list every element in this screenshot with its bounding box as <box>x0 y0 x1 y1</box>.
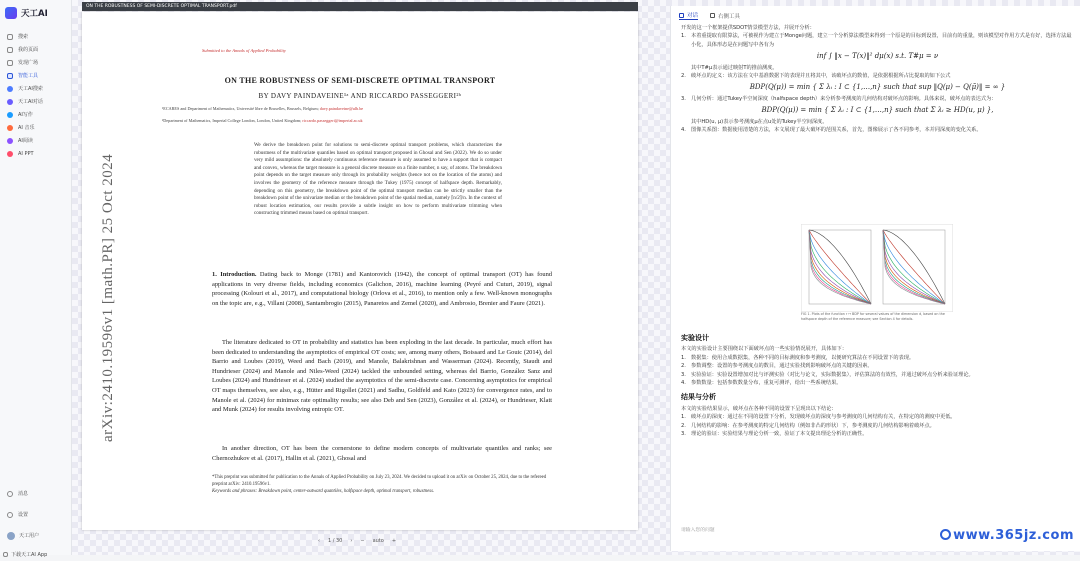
paper-intro-p2: The literature dedicated to OT in probability and statistics has been exploding in the last decade. In particular, much effort has been dedicated to understanding the asymptotics of empirical OT costs; see, among many others, Boissard and Le Gouic (2014), del Barrio and Loubes (2019), Weed and Bach (2019), and Manole, Balakrishnan and Wasserman (2024). Recently, Staudt and Hundrieser (2024) and Manole and Niles-Weed (2024) tackled the unbounded setting, whereas del Barrio, González Sanz and Loubes (2024) and Hundrieser et al. (2024) studied the asymptotics of the semi-discrete case. Concerning asymptotics for empirical OT maps themselves, see also, e.g., Hütter and Rigollet (2021) and Sadhu, Goldfeld and Kato (2023) for convergence rates, and to Manole et al. (2024) for minimax rate optimality results; see also Deb and Sen (2023), González et al. (2024), or Hundrieser, Klatt and Munk (2024) for results involving entropic OT. <box>212 339 552 414</box>
prev-page-icon[interactable]: ‹ <box>317 538 320 544</box>
tab-tools[interactable] <box>710 11 740 20</box>
tab-label: 右侧工具 <box>718 13 741 20</box>
sidebar-item-ai-read[interactable] <box>0 134 71 147</box>
list-item: 1. 数据集：使用合成数据集，各种不同的目标测度和参考测度，以便研究算法在不同设置下的表现。 <box>681 354 915 361</box>
sidebar-item-label: 设置 <box>18 512 29 518</box>
affiliation-email[interactable]: riccardo.passeggeri@imperial.ac.uk <box>302 118 363 123</box>
paper-title: ON THE ROBUSTNESS OF SEMI-DISCRETE OPTIMAL TRANSPORT <box>224 76 496 85</box>
formula-3: BDP(Q(μ)) = min { Σ λᵢ : I ⊂ {1,…,n} such that Σ λᵢ ≥ HD(u, μ) }, <box>761 106 994 115</box>
paper-footnotes <box>212 474 552 495</box>
sidebar-item-ai-chat[interactable] <box>0 95 71 108</box>
sidebar-item-tools[interactable] <box>0 69 71 82</box>
sidebar-item-settings[interactable] <box>0 508 72 521</box>
figure-chart[interactable] <box>801 224 953 322</box>
answer-note: 其中T#μ表示通过映射T的推前测度。 <box>691 64 778 71</box>
list-item: 2. 破坏点的定义：该方法在文中基准数据下的表现并且将其中，该破坏点的数值，是依据根据所占比提取的如下公式 <box>681 73 951 80</box>
answer-sections <box>681 328 1074 438</box>
paper-journal: Submitted to the Annals of Applied Probability <box>202 48 286 53</box>
affiliation-text: ²Department of Mathematics, Imperial College London, London, United Kingdom; <box>162 118 302 123</box>
sidebar-item-label: AI 音乐 <box>18 125 35 131</box>
sidebar-item-ai-ppt[interactable] <box>0 147 71 160</box>
sidebar-item-ai-write[interactable] <box>0 108 71 121</box>
ai-music-icon <box>7 125 13 131</box>
zoom-out-icon[interactable]: − <box>360 538 365 544</box>
list-item: 2. 几何结构的影响：在参考测度的特定几何结构（例如非凸的形状）下，参考测度的几何结构影响着破坏点。 <box>681 422 935 429</box>
list-item-text: 破坏点的深度：通过在不同的设置下分析，发现破坏点的深度与参考测度的几何结构有关，在特定的的测度中更低。 <box>691 414 956 421</box>
list-item: 4. 参数数量：包括参数数量分布，重复可测评，给出一些系统结果。 <box>681 380 842 387</box>
ai-write-icon <box>7 112 13 118</box>
sidebar-item-label: 下载天工AI App <box>11 552 48 558</box>
list-item-text: 参数数量：包括参数数量分布，重复可测评，给出一些系统结果。 <box>691 380 842 387</box>
answer-intro: 开发的这一个框架提供SDOT情景模型方法，并展开分析： <box>681 25 815 31</box>
answer-note: 其中HD(u, μ)表示参考测度μ在点u处的Tukey半空间深度。 <box>691 118 828 125</box>
sidebar-item-label: AI写作 <box>18 112 33 118</box>
bell-icon <box>7 491 13 497</box>
ai-search-icon <box>7 86 13 92</box>
sidebar-item-ai-search[interactable] <box>0 82 71 95</box>
arxiv-stamp: arXiv:2410.19596v1 [math.PR] 25 Oct 2024 <box>100 153 116 442</box>
ai-read-icon <box>7 138 13 144</box>
paper-authors: BY DAVY PAINDAVEINE¹ᵃ AND RICCARDO PASSEGGERI²ᵇ <box>258 92 462 100</box>
list-item-text: 几何结构的影响：在参考测度的特定几何结构（例如非凸的形状）下，参考测度的几何结构影响着破坏点。 <box>691 422 935 429</box>
zoom-level[interactable]: auto <box>372 538 384 544</box>
pdf-title-bar <box>82 2 638 11</box>
ai-chat-icon <box>7 99 13 105</box>
chat-icon <box>679 13 684 18</box>
discover-icon <box>7 60 13 66</box>
avatar <box>7 532 15 540</box>
sidebar-item-messages[interactable] <box>0 487 72 500</box>
gear-icon <box>7 512 13 518</box>
formula-2: BDP(Q(μ)) = min { Σ λᵢ : I ⊂ {1,…,n} such that sup ‖Q(μ) − Q(μ̃)‖ = ∞ } <box>749 83 1006 92</box>
intro-text: Dating back to Monge (1781) and Kantorovich (1942), the concept of optimal transport (OT) has found applications in very diverse fields, including economics (Galichon, 2016), machine learning (Peyré and Cuturi, 2019), signal processing (Kolouri et al., 2017), and computational biology (Orlova et al., 2016), to mention only a few. Well-known monographs on the topic are, e.g., Villani (2008), Santambrogio (2015), Panaretos and Zemel (2020), and Ambrosio, Brenier and Faure (2021). <box>212 271 552 307</box>
list-item: 4. 图像关系图：数据使用清楚的方法，本文展现了最大破坏的范围关系，首先，图像展示了各不同参考，本并同深度的变化关系。 <box>681 127 982 134</box>
sidebar-item-label: 天工AI搜索 <box>18 86 43 92</box>
paper-affiliation-2 <box>162 118 562 124</box>
list-item: 3. 理论的验证：实验结果与理论分析一致，验证了本文提出理论分析的正确性。 <box>681 431 868 438</box>
paper-affiliation-1 <box>162 106 562 112</box>
affiliation-text: ¹ECARES and Department of Mathematics, Université libre de Bruxelles, Brussels, Belgium; <box>162 106 319 111</box>
site-watermark <box>940 528 1074 543</box>
sidebar-item-label: AI阅读 <box>18 138 33 144</box>
line-chart <box>801 224 953 312</box>
sidebar-item-label: 搜索 <box>18 34 29 40</box>
affiliation-email[interactable]: davy.paindaveine@ulb.be <box>319 106 364 111</box>
sidebar-item-label: 消息 <box>18 491 29 497</box>
panel-tabs <box>671 6 1080 20</box>
list-item-text: 数据集：使用合成数据集，各种不同的目标测度和参考测度，以便研究算法在不同设置下的表现。 <box>691 354 915 361</box>
tab-label: 对话 <box>687 13 699 19</box>
watermark-text: www.365jz.com <box>953 528 1074 543</box>
sidebar-item-my-pages[interactable] <box>0 43 71 56</box>
sidebar-bottom <box>0 487 72 561</box>
list-item: 3. 实验验证：实验设置增加对比与评测实验（对比与论文，实际数据集），评估算法的有效性，并通过破坏点分析来验证理论。 <box>681 371 974 378</box>
formula-1: inf ∫ ‖x − T(x)‖² dμ(x) s.t. T#μ = ν <box>816 52 939 61</box>
zoom-in-icon[interactable]: + <box>391 538 397 544</box>
footnote: Keywords and phrases: Breakdown point, center-outward quantiles, halfspace depth, optimal transport, robustness. <box>212 489 435 494</box>
figure-caption: FIG 1. Plots of the function r ↦ BDP for several values of the dimension d, based on the halfspace depth of the reference measure; see Section 4 for details. <box>801 312 945 321</box>
tool-icon <box>7 73 13 79</box>
list-item-text: 几何分析：通过Tukey半空间深度（halfspace depth）来分析参考测度的几何结构对破坏点的影响。具体来说，破坏点的表达式为： <box>691 95 997 102</box>
main-area <box>72 0 1080 555</box>
paper-intro-p3: In another direction, OT has been the cornerstone to define modern concepts of multivariate quantiles and ranks; see Chernozhukov et al. (2017), Hallin et al. (2021), Ghosal and <box>212 445 552 462</box>
tool-icon <box>710 13 715 18</box>
sidebar-item-ai-music[interactable] <box>0 121 71 134</box>
pdf-file-name: ON THE ROBUSTNESS OF SEMI-DISCRETE OPTIMAL TRANSPORT.pdf <box>86 4 237 9</box>
footnote: *This preprint was submitted for publication to the Annals of Applied Probability on July 23, 2024. We decided to upload it on arXiv on October 25, 2024, due to the refereed preprint arXiv: 2410.19596v1. <box>212 475 547 487</box>
list-item-text: 实验验证：实验设置增加对比与评测实验（对比与论文，实际数据集），评估算法的有效性，并通过破坏点分析来验证理论。 <box>691 371 974 378</box>
list-item-text: 破坏点的定义：该方法在文中基准数据下的表现并且将其中，该破坏点的数值，是依据根据所占比提取的如下公式 <box>691 73 951 80</box>
page-icon <box>7 47 13 53</box>
sidebar <box>0 0 72 558</box>
search-icon <box>7 34 13 40</box>
pdf-pager <box>282 536 432 546</box>
sidebar-item-label: 我的页面 <box>18 47 39 53</box>
brand-name: 天工AI <box>21 9 48 19</box>
sidebar-item-label: AI PPT <box>18 150 34 157</box>
pdf-page[interactable] <box>82 12 638 530</box>
ai-ppt-icon <box>7 151 13 157</box>
list-item: 3. 几何分析：通过Tukey半空间深度（halfspace depth）来分析参考测度的几何结构对破坏点的影响。具体来说，破坏点的表达式为： <box>681 95 997 102</box>
list-item: 1. 破坏点的深度：通过在不同的设置下分析，发现破坏点的深度与参考测度的几何结构有关，在特定的的测度中更低。 <box>681 414 956 421</box>
list-item-text: 理论的验证：实验结果与理论分析一致，验证了本文提出理论分析的正确性。 <box>691 431 868 438</box>
watermark-logo-icon <box>940 529 951 540</box>
paper-abstract: We derive the breakdown point for solutions to semi-discrete optimal transport problems, which characterizes the robustness of the multivariate quantiles based on optimal transport proposed in Ghosal and Sen (2022). We do so under very mild assumptions: the absolutely continuous reference measure is only assumed to have a support that is compact and convex, whereas the target measure is a general discrete measure on a finite number, n say, of atoms. The breakdown point depends on the target measure only through its probability weights (hence not on the location of the atoms) and involves the geometry of the reference measure through the Tukey (1975) concept of halfspace depth. Remarkably, depending on this geometry, the breakdown point of the optimal transport median can be strictly smaller than the breakdown point of the univariate median or the breakdown point of the spatial median, namely ⌈n/2⌉/n. In the context of robust location estimation, our results provide a subtle insight on how to perform multivariate trimming when constructing trimmed means based on optimal transport. <box>254 142 502 217</box>
brand[interactable] <box>0 0 71 24</box>
sidebar-item-search[interactable] <box>0 30 71 43</box>
section-title: 结果与分析 <box>681 393 716 402</box>
paper-intro-p1 <box>212 270 552 308</box>
answer-content <box>681 24 1074 134</box>
sidebar-item-label: 发现广场 <box>18 60 39 66</box>
sidebar-item-label: 天工用户 <box>19 533 40 539</box>
section-title: 实验设计 <box>681 334 709 342</box>
list-item: 2. 参数调整：设置的参考测度点的数目，通过实验找到影响破坏点的关键的因素。 <box>681 363 873 370</box>
assistant-panel <box>670 6 1080 551</box>
section-intro: 本文的实验结果显示，破坏点在各种不同的设置下呈现出以下结论： <box>681 405 837 412</box>
page-indicator[interactable]: 1 / 30 <box>327 538 343 544</box>
list-item-text: 参数调整：设置的参考测度点的数目，通过实验找到影响破坏点的关键的因素。 <box>691 363 873 370</box>
list-item: 1. 本着重提取有限算法，可被视作为建立于Monge问题，建立一个分析算法模型来得到一个原是的目标到设置，目前有的重量，则该模型对作用方式是有好，选择方法最小化，具体形态是在问题写中各有为 <box>681 32 1074 49</box>
tab-chat[interactable] <box>679 11 698 20</box>
sidebar-item-discover[interactable] <box>0 56 71 69</box>
sidebar-item-profile[interactable] <box>0 529 72 542</box>
next-page-icon[interactable]: › <box>350 538 353 544</box>
section-intro: 本文的实验设计主要围绕以下面破坏点的一些实验情况展开，具体如下： <box>681 346 848 353</box>
chat-input[interactable]: 请输入您的问题 <box>681 528 715 533</box>
list-item-text: 图像关系图：数据使用清楚的方法，本文展现了最大破坏的范围关系，首先，图像展示了各不同参考，本并同深度的变化关系。 <box>691 127 982 134</box>
sidebar-item-label: 智能工具 <box>18 73 39 79</box>
intro-heading: 1. Introduction. <box>212 271 257 278</box>
sidebar-item-label: 天工AI对话 <box>18 99 43 105</box>
brand-logo-icon <box>5 7 17 19</box>
list-item-text: 本着重提取有限算法，可被视作为建立于Monge问题，建立一个分析算法模型来得到一个原是的目标到设置，目前有的重量，则该模型对作用方式是有好，选择方法最小化，具体形态是在问题写中各有为 <box>691 33 1072 48</box>
